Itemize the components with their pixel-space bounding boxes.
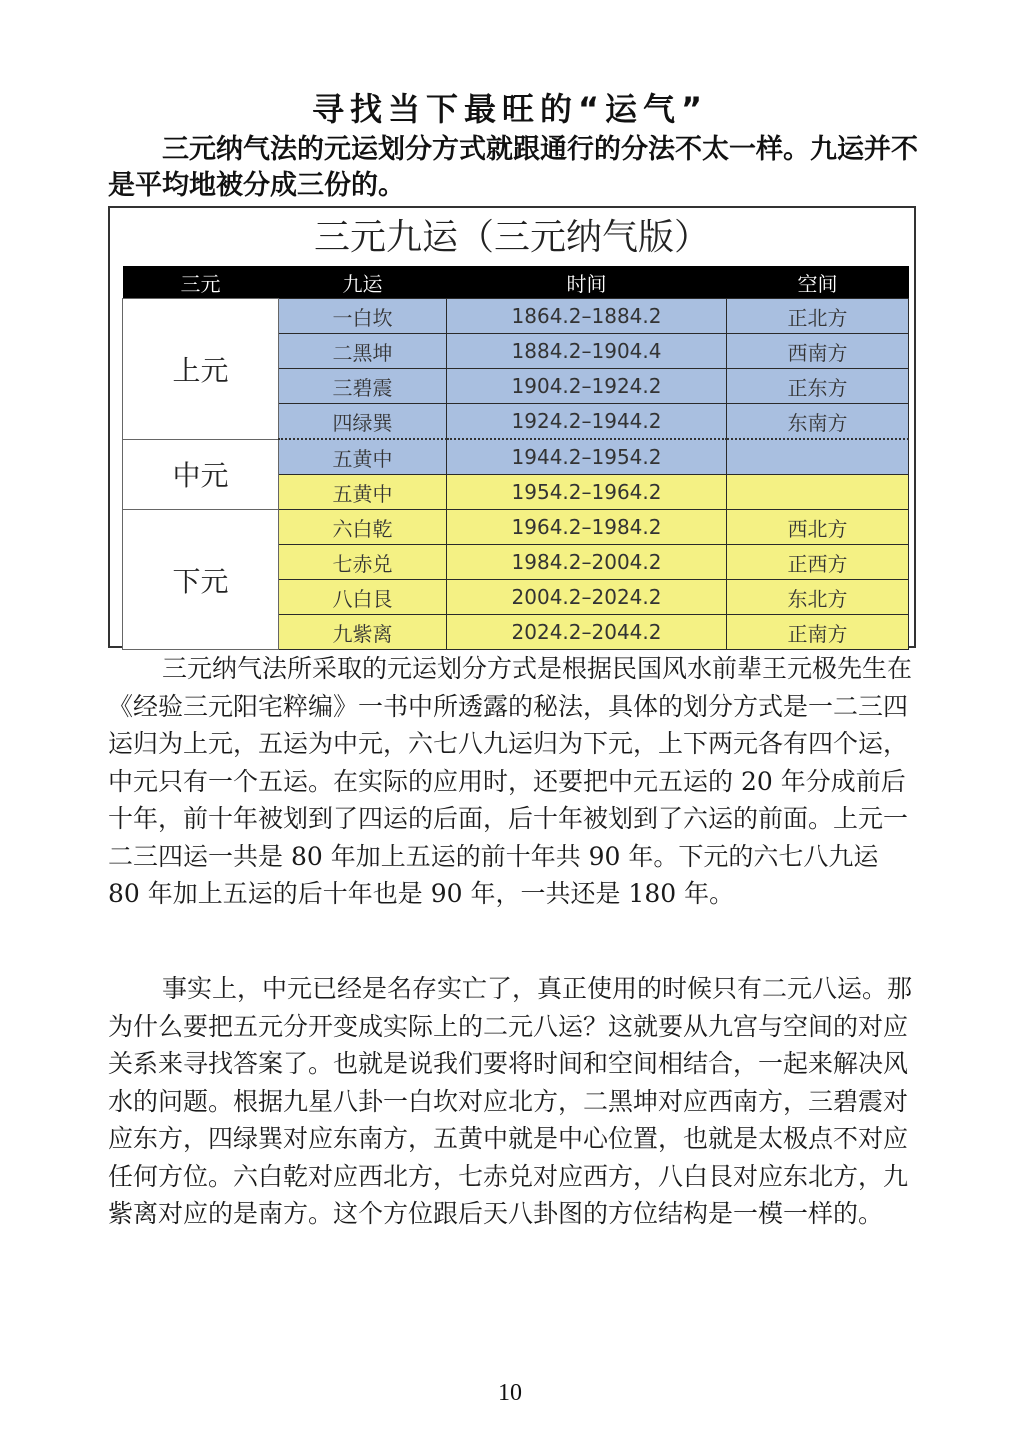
time-cell: 1924.2–1944.2 <box>447 404 727 440</box>
time-cell: 1864.2–1884.2 <box>447 299 727 334</box>
table-row <box>123 510 909 545</box>
yun-cell: 八白艮 <box>279 580 447 615</box>
space-cell: 正东方 <box>727 369 909 404</box>
yun-cell: 一白坎 <box>279 299 447 334</box>
yun-figure <box>108 206 916 648</box>
time-cell: 1954.2–1964.2 <box>447 475 727 510</box>
figure-title: 三元九运（三元纳气版） <box>313 217 710 258</box>
era-xiayuan: 下元 <box>123 510 279 650</box>
era-zhongyuan: 中元 <box>123 439 279 510</box>
yun-cell: 五黄中 <box>279 475 447 510</box>
yun-cell: 三碧震 <box>279 369 447 404</box>
yun-table <box>122 266 909 650</box>
table-row <box>123 299 909 334</box>
space-cell: 西南方 <box>727 334 909 369</box>
body-paragraph: 三元纳气法所采取的元运划分方式是根据民国风水前辈王元极先生在《经验三元阳宅粹编》一书中所透露的秘法，具体的划分方式是一二三四运归为上元，五运为中元，六七八九运归为下元，上下两元各有四个运，中元只有一个五运。在实际的应用时，还要把中元五运的 20 年分成前后十年，前十年被划到了四运的后面，后十年被划到了六运的前面。上元一二三四运一共是 80 年加上五运的前十年共 90 年。下元的六七八九运 80 年加上五运的后十年也是 90 年，一共还是 180 年。 <box>108 654 913 908</box>
time-cell: 1964.2–1984.2 <box>447 510 727 545</box>
table-row <box>123 439 909 475</box>
yun-cell: 九紫离 <box>279 615 447 650</box>
time-cell: 1884.2–1904.4 <box>447 334 727 369</box>
yun-cell: 四绿巽 <box>279 404 447 440</box>
yun-cell: 六白乾 <box>279 510 447 545</box>
space-cell: 正北方 <box>727 299 909 334</box>
intro-paragraph: 三元纳气法的元运划分方式就跟通行的分法不太一样。九运并不是平均地被分成三份的。 <box>108 134 918 201</box>
header-time: 时间 <box>447 266 727 299</box>
time-cell: 1944.2–1954.2 <box>447 439 727 475</box>
header-sanyuan: 三元 <box>123 266 279 299</box>
era-shangyuan: 上元 <box>123 299 279 440</box>
space-cell: 东南方 <box>727 404 909 440</box>
time-cell: 1904.2–1924.2 <box>447 369 727 404</box>
yun-cell: 五黄中 <box>279 439 447 475</box>
body-paragraph: 事实上，中元已经是名存实亡了，真正使用的时候只有二元八运。那为什么要把五元分开变成实际上的二元八运？这就要从九宫与空间的对应关系来寻找答案了。也就是说我们要将时间和空间相结合，一起来解决风水的问题。根据九星八卦一白坎对应北方，二黑坤对应西南方，三碧震对应东方，四绿巽对应东南方，五黄中就是中心位置，也就是太极点不对应任何方位。六白乾对应西北方，七赤兑对应西方，八白艮对应东北方，九紫离对应的是南方。这个方位跟后天八卦图的方位结构是一模一样的。 <box>108 974 913 1228</box>
space-cell <box>727 475 909 510</box>
time-cell: 2024.2–2044.2 <box>447 615 727 650</box>
time-cell: 1984.2–2004.2 <box>447 545 727 580</box>
page-title: 寻找当下最旺的“运气” <box>311 90 709 128</box>
yun-cell: 七赤兑 <box>279 545 447 580</box>
header-space: 空间 <box>727 266 909 299</box>
header-jiuyun: 九运 <box>279 266 447 299</box>
space-cell <box>727 439 909 475</box>
space-cell: 西北方 <box>727 510 909 545</box>
space-cell: 东北方 <box>727 580 909 615</box>
yun-cell: 二黑坤 <box>279 334 447 369</box>
space-cell: 正南方 <box>727 615 909 650</box>
page-number: 10 <box>498 1380 522 1406</box>
space-cell: 正西方 <box>727 545 909 580</box>
time-cell: 2004.2–2024.2 <box>447 580 727 615</box>
table-header-row <box>123 266 909 299</box>
